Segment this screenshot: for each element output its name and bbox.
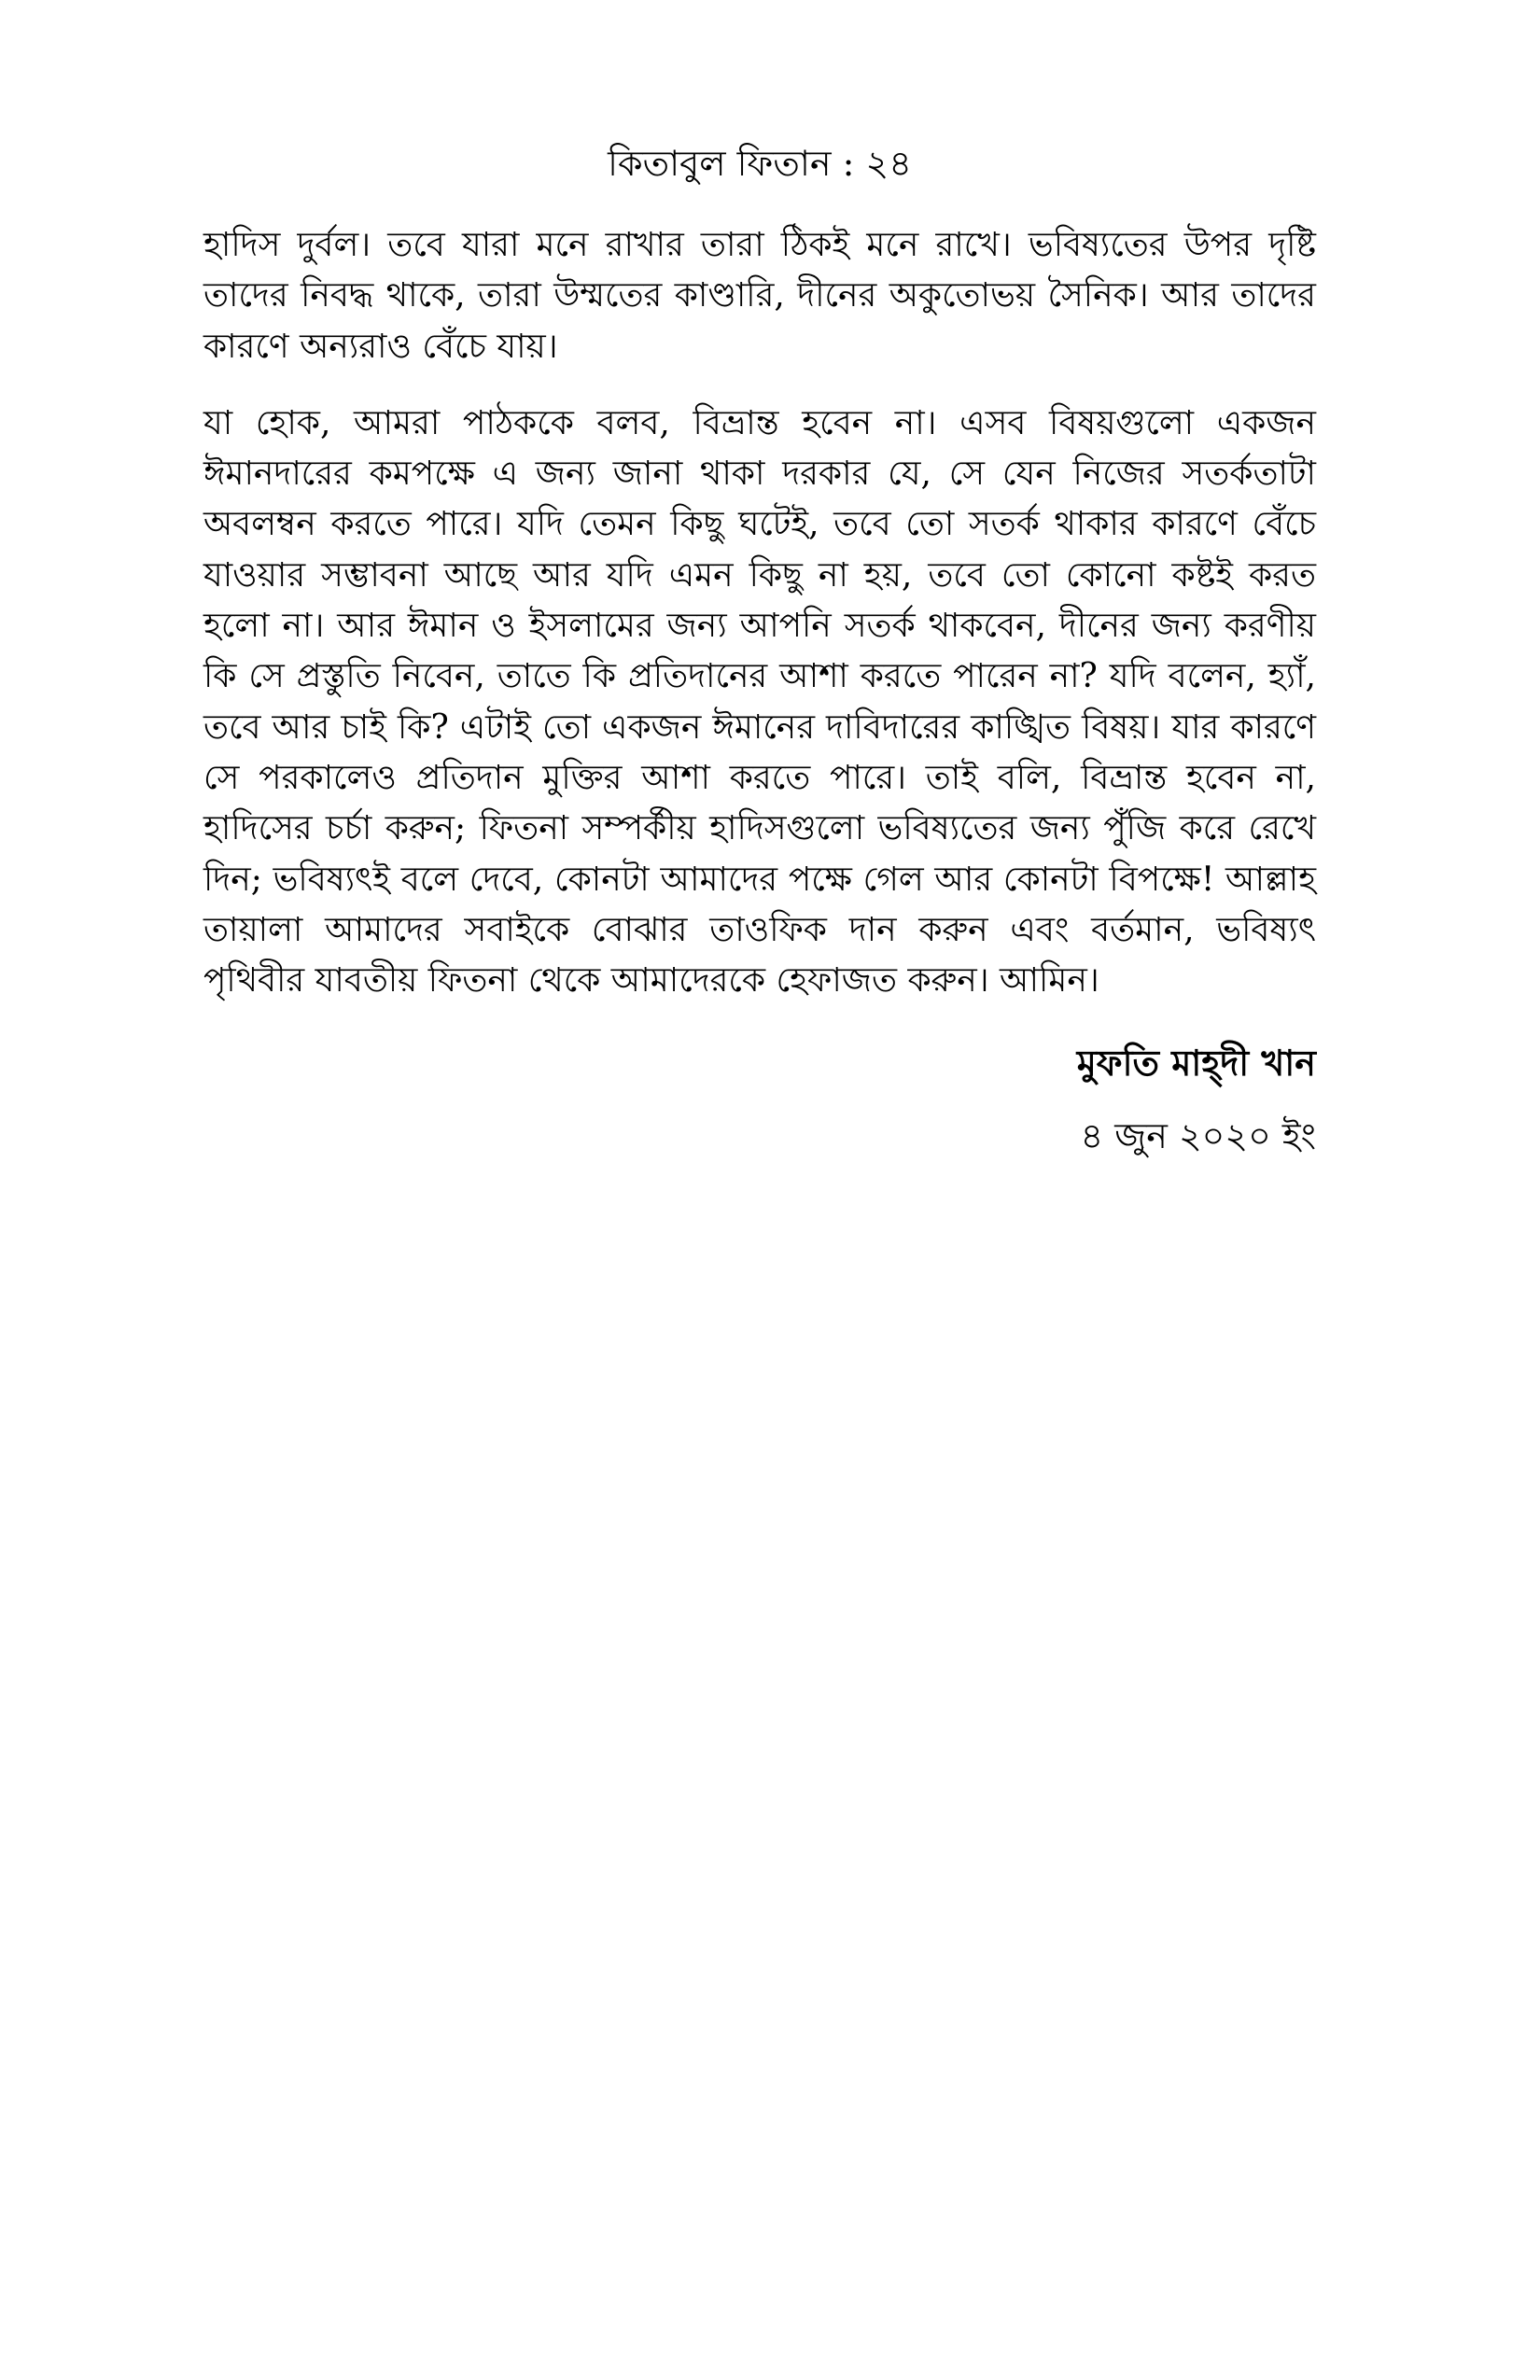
document-page bbox=[203, 0, 1316, 2380]
paragraph: হাদিস দুর্বল। তবে যারা মনে রাখার তারা ঠিকই মনে রাখে। ভবিষ্যতের উপর দৃষ্টি তাদের নিবদ্ধ থাকে, তারা উম্মতের কাণ্ডারি, দীনের অকুতোভয় সৈনিক। আর তাদের কারণে অন্যরাও বেঁচে যায়। bbox=[203, 226, 1316, 366]
paragraph: যা হোক, আমরা পাঠককে বলব, বিভ্রান্ত হবেন না। এসব বিষয়গুলো একজন ঈমানদারের কমপক্ষে এ জন্য জানা থাকা দরকার যে, সে যেন নিজের সতর্কতাটা অবলম্বন করতে পারে। যদি তেমন কিছু ঘটেই, তবে তো সতর্ক থাকার কারণে বেঁচে যাওয়ার সম্ভাবনা আছে আর যদি এমন কিছু না হয়, তবে তো কোনো কষ্টই করত হলো না। আর ঈমান ও ইসলামের জন্য আপনি সতর্ক থাকবেন, দীনের জন্য করণীয় কি সে প্রস্তুতি নিবেন, তাতে কি প্রতিদানের আশা করতে পারেন না? যদি বলেন, হ্যাঁ, তবে আর চাই কি? এটাই তো একজন ঈমানের দাবিদারের কাঙ্খিত বিষয়। যার কারণে সে পরকালেও প্রতিদান মুক্তির আশা করতে পারে। তাই বলি, বিভ্রান্ত হবেন না, হাদিসের চর্চা করুন; ফিতনা সম্পর্কীয় হাদিসগুলো ভবিষ্যতের জন্য পুঁজি করে রেখে দিন; ভবিষ্যৎই বলে দেবে, কোনটা আমাদের পক্ষে গেল আর কোনটা বিপক্ষে! আল্লাহ তায়ালা আমাদের সবাইকে বোঝার তাওফিক দান করুন এবং বর্তমান, ভবিষ্যৎ পৃথিবীর যাবতীয় ফিতনা থেকে আমাদেরকে হেফাজত করুন। আমিন। bbox=[203, 403, 1316, 1001]
author-signature: মুফতি মাহ্‌দী খান bbox=[1076, 1042, 1316, 1085]
body-text bbox=[203, 220, 1316, 1161]
signature-date: ৪ জুন ২০২০ ইং bbox=[1080, 1115, 1316, 1157]
running-header-title: কিতাবুল ফিতান : ২৪ bbox=[608, 143, 912, 184]
